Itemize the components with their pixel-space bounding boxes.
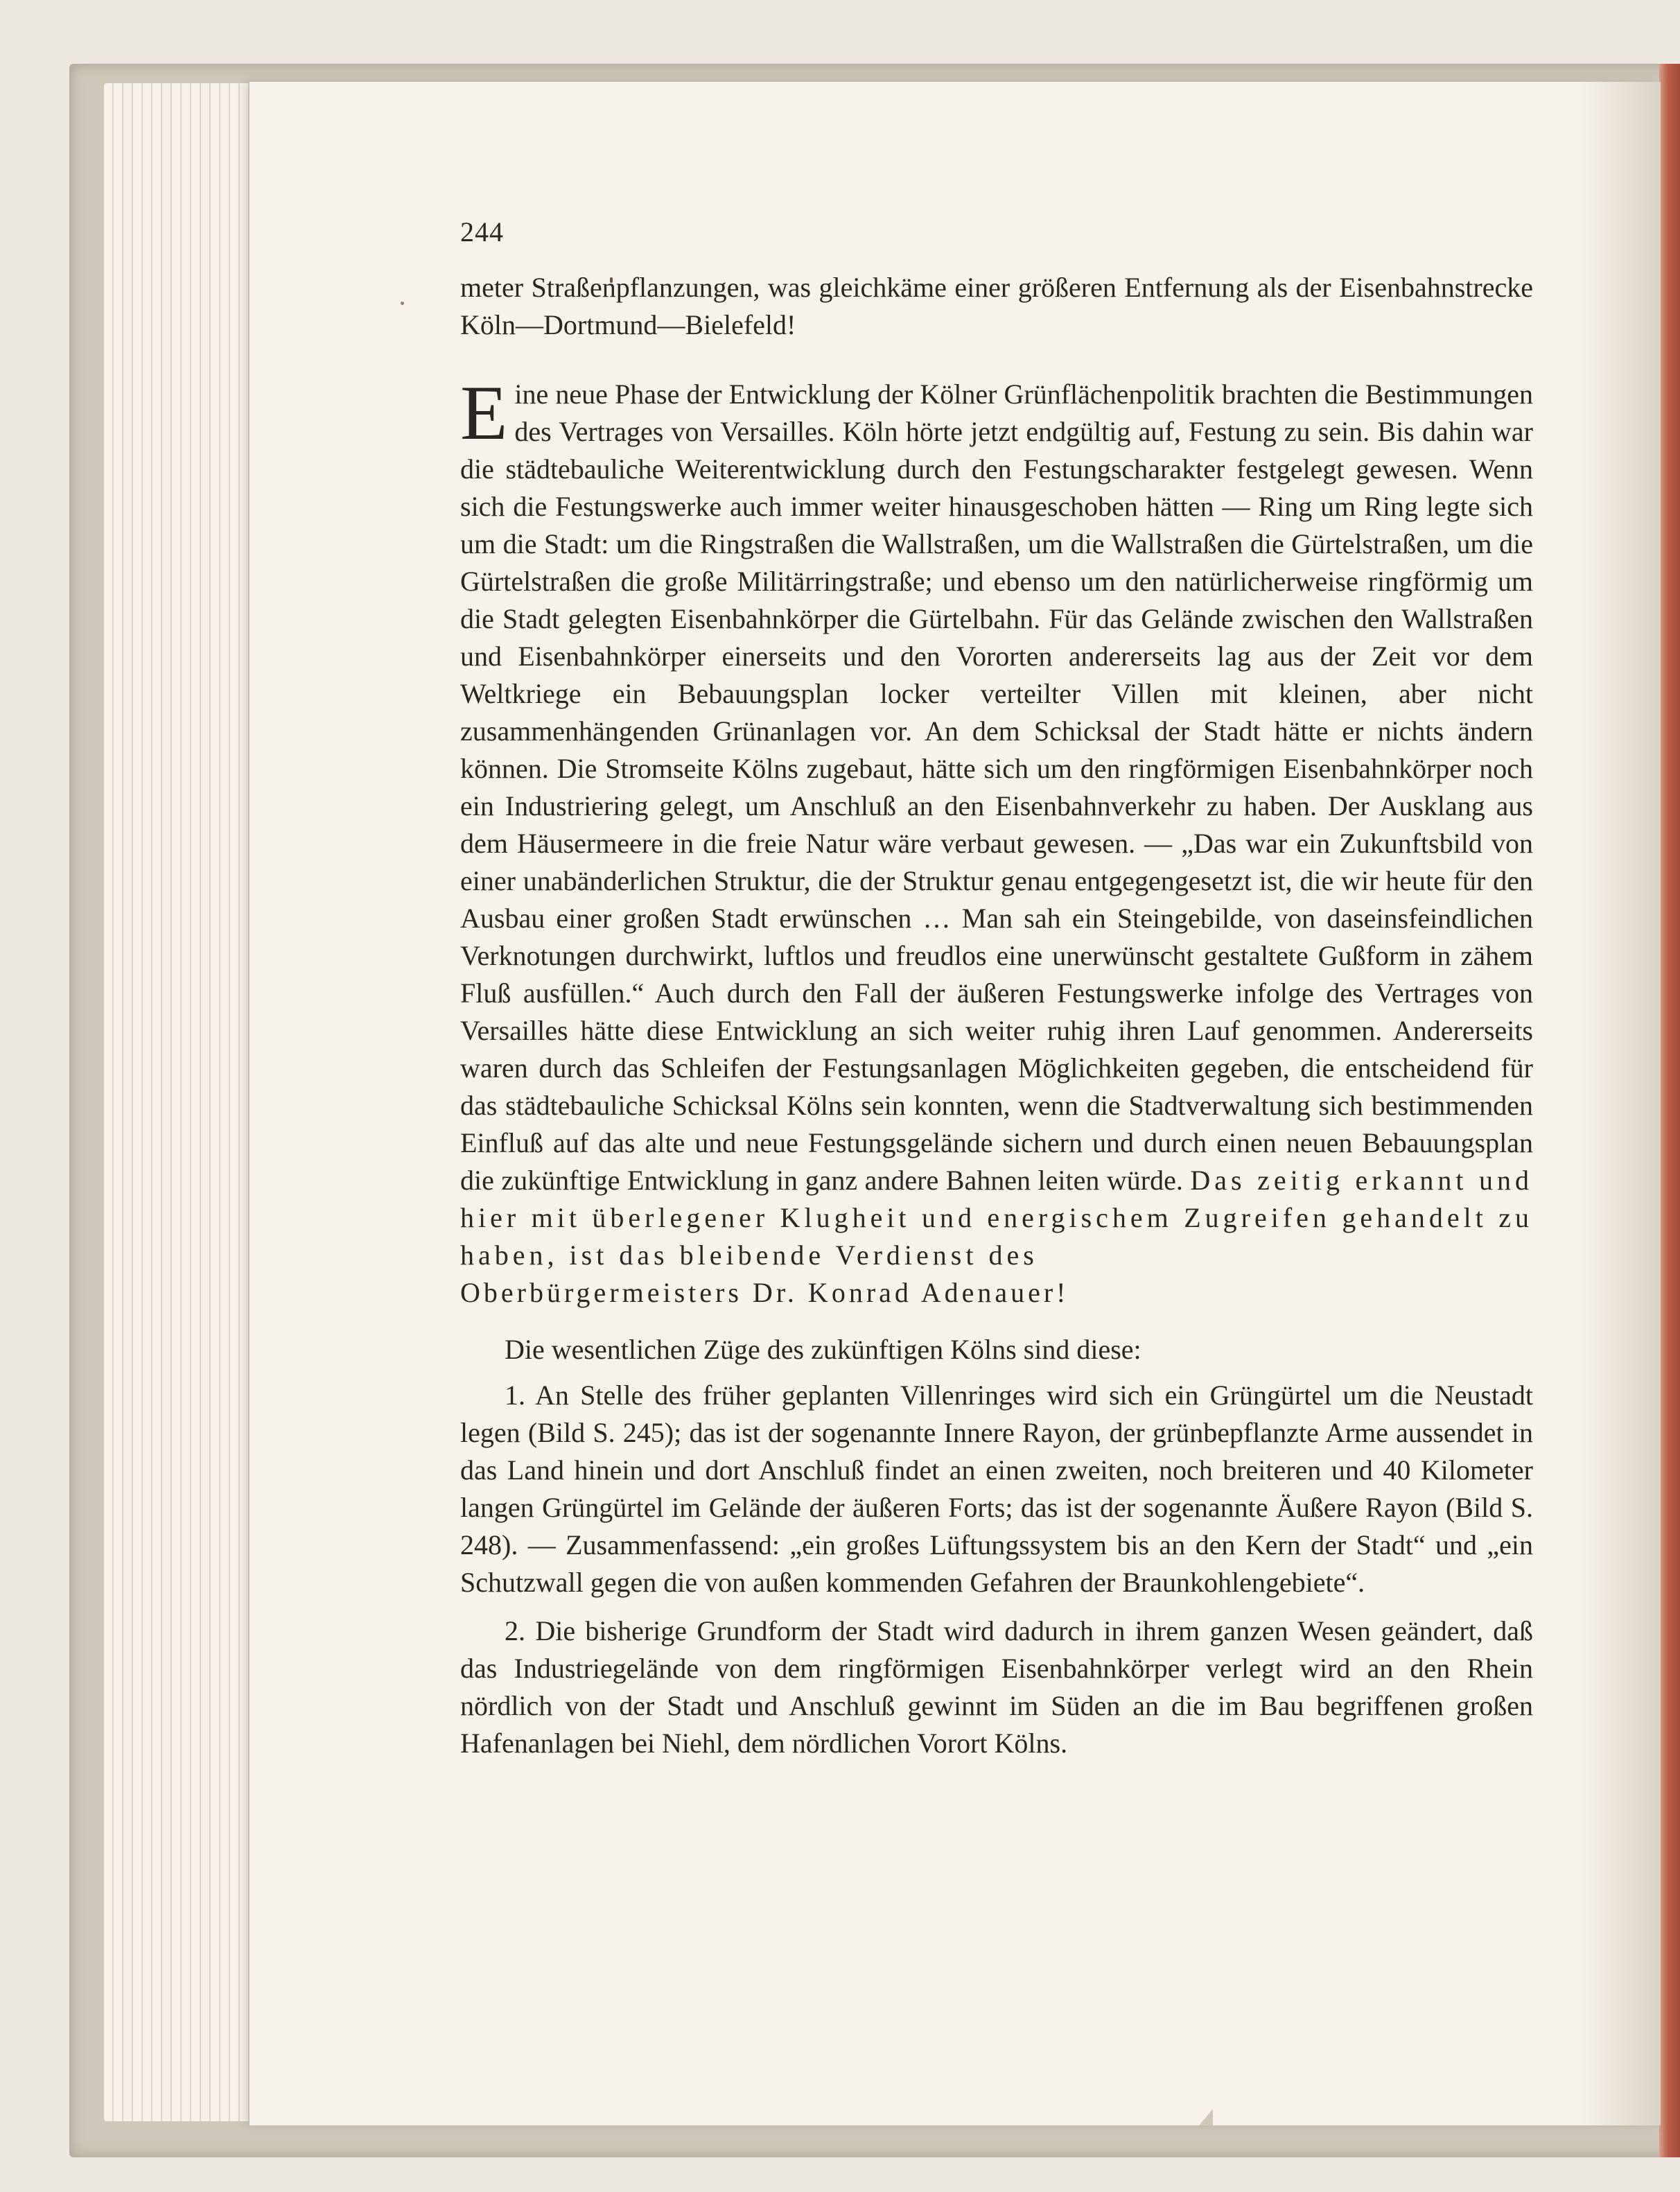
page-tear — [1199, 2109, 1213, 2125]
spaced-emphasis: Das zeitig erkannt und hier mit überlegener Klugheit und energischem Zugreifen gehandelt zu haben, ist das bleibende Verdienst des — [460, 1165, 1534, 1271]
list-item-1: 1. An Stelle des früher geplanten Villenringes wird sich ein Grüngürtel um die Neustadt legen (Bild S. 245); das ist der sogenannte Innere Rayon, der grünbepflanzte Arme aussendet in das Land hinein und dort Anschluß findet an einen zweiten, noch breiteren und 40 Kilometer langen Grüngürtel im Gelände der äußeren Forts; das ist der sogenannte Äußere Rayon (Bild S. 248). — Zusammenfassend: „ein großes Lüftungssystem bis an den Kern der Stadt“ und „ein Schutzwall gegen die von außen kommenden Gefahren der Braunkohlengebiete“. — [460, 1380, 1533, 1598]
spaced-emphasis-last-line: Oberbürgermeisters Dr. Konrad Adenauer! — [460, 1277, 1069, 1308]
carry-over-paragraph: meter Straßenpflanzungen, was gleichkäme einer größeren Entfernung als der Eisenbahnstrecke Köln—Dortmund—Bielefeld! — [460, 272, 1533, 340]
list-intro: Die wesentlichen Züge des zukünftigen Kölns sind diese: — [505, 1334, 1141, 1365]
list-item-2: 2. Die bisherige Grundform der Stadt wird dadurch in ihrem ganzen Wesen geändert, daß das Industriegelände von dem ringförmigen Eisenbahnkörper verlegt wird an den Rhein nördlich von der Stadt und Anschluß gewinnt im Süden an die im Bau begriffenen großen Hafenanlagen bei Niehl, dem nördlichen Vorort Kölns. — [460, 1615, 1533, 1759]
margin-dot — [401, 302, 404, 305]
main-paragraph — [460, 370, 1534, 1312]
page-content — [460, 214, 1533, 1773]
page-number: 244 — [460, 216, 504, 247]
cover-edge-right — [1659, 64, 1680, 2157]
drop-cap: E — [460, 370, 508, 456]
main-paragraph-body: ine neue Phase der Entwicklung der Kölner Grünflächenpolitik brachten die Bestimmungen des Vertrages von Versailles. Köln hörte jetzt endgültig auf, Festung zu sein. Bis dahin war die städtebauliche Weiterentwicklung durch den Festungscharakter festgelegt gewesen. Wenn sich die Festungswerke auch immer weiter hinausgeschoben hätten — Ring um Ring legte sich um die Stadt: um die Ringstraßen die Wallstraßen, um die Wallstraßen die Gürtelstraßen, um die Gürtelstraßen die große Militärringstraße; und ebenso um den natürlicherweise ringförmig um die Stadt gelegten Eisenbahnkörper die Gürtelbahn. Für das Gelände zwischen den Wallstraßen und Eisenbahnkörper einerseits und den Vororten andererseits lag aus der Zeit vor dem Weltkriege ein Bebauungsplan locker verteilter Villen mit kleinen, aber nicht zusammenhängenden Grünanlagen vor. An dem Schicksal der Stadt hätte er nichts ändern können. Die Stromseite Kölns zugebaut, hätte sich um den ringförmigen Eisenbahnkörper noch ein Industriering gelegt, um Anschluß an den Eisenbahnverkehr zu haben. Der Ausklang aus dem Häusermeere in die freie Natur wäre verbaut gewesen. — „Das war ein Zukunftsbild von einer unabänderlichen Struktur, die der Struktur genau entgegengesetzt ist, die wir heute für den Ausbau einer großen Stadt erwünschen … Man sah ein Steingebilde, von daseinsfeindlichen Verknotungen durchwirkt, luftlos und freudlos eine unerwünscht gestaltete Gußform in zähem Fluß ausfüllen.“ Auch durch den Fall der äußeren Festungswerke infolge des Vertrages von Versailles hätte diese Entwicklung an sich weiter ruhig ihren Lauf genommen. Andererseits waren durch das Schleifen der Festungsanlagen Möglichkeiten gegeben, die entscheidend für das städtebauliche Schicksal Kölns sein konnten, wenn die Stadtverwaltung sich bestimmenden Einfluß auf das alte und neue Festungsgelände sichern und durch einen neuen Bebauungsplan die zukünftige Entwicklung in ganz andere Bahnen leiten würde. — [460, 379, 1533, 1196]
page-gutter-shade — [1577, 82, 1661, 2125]
page-stack-edges — [104, 83, 263, 2121]
book-page — [250, 82, 1661, 2125]
